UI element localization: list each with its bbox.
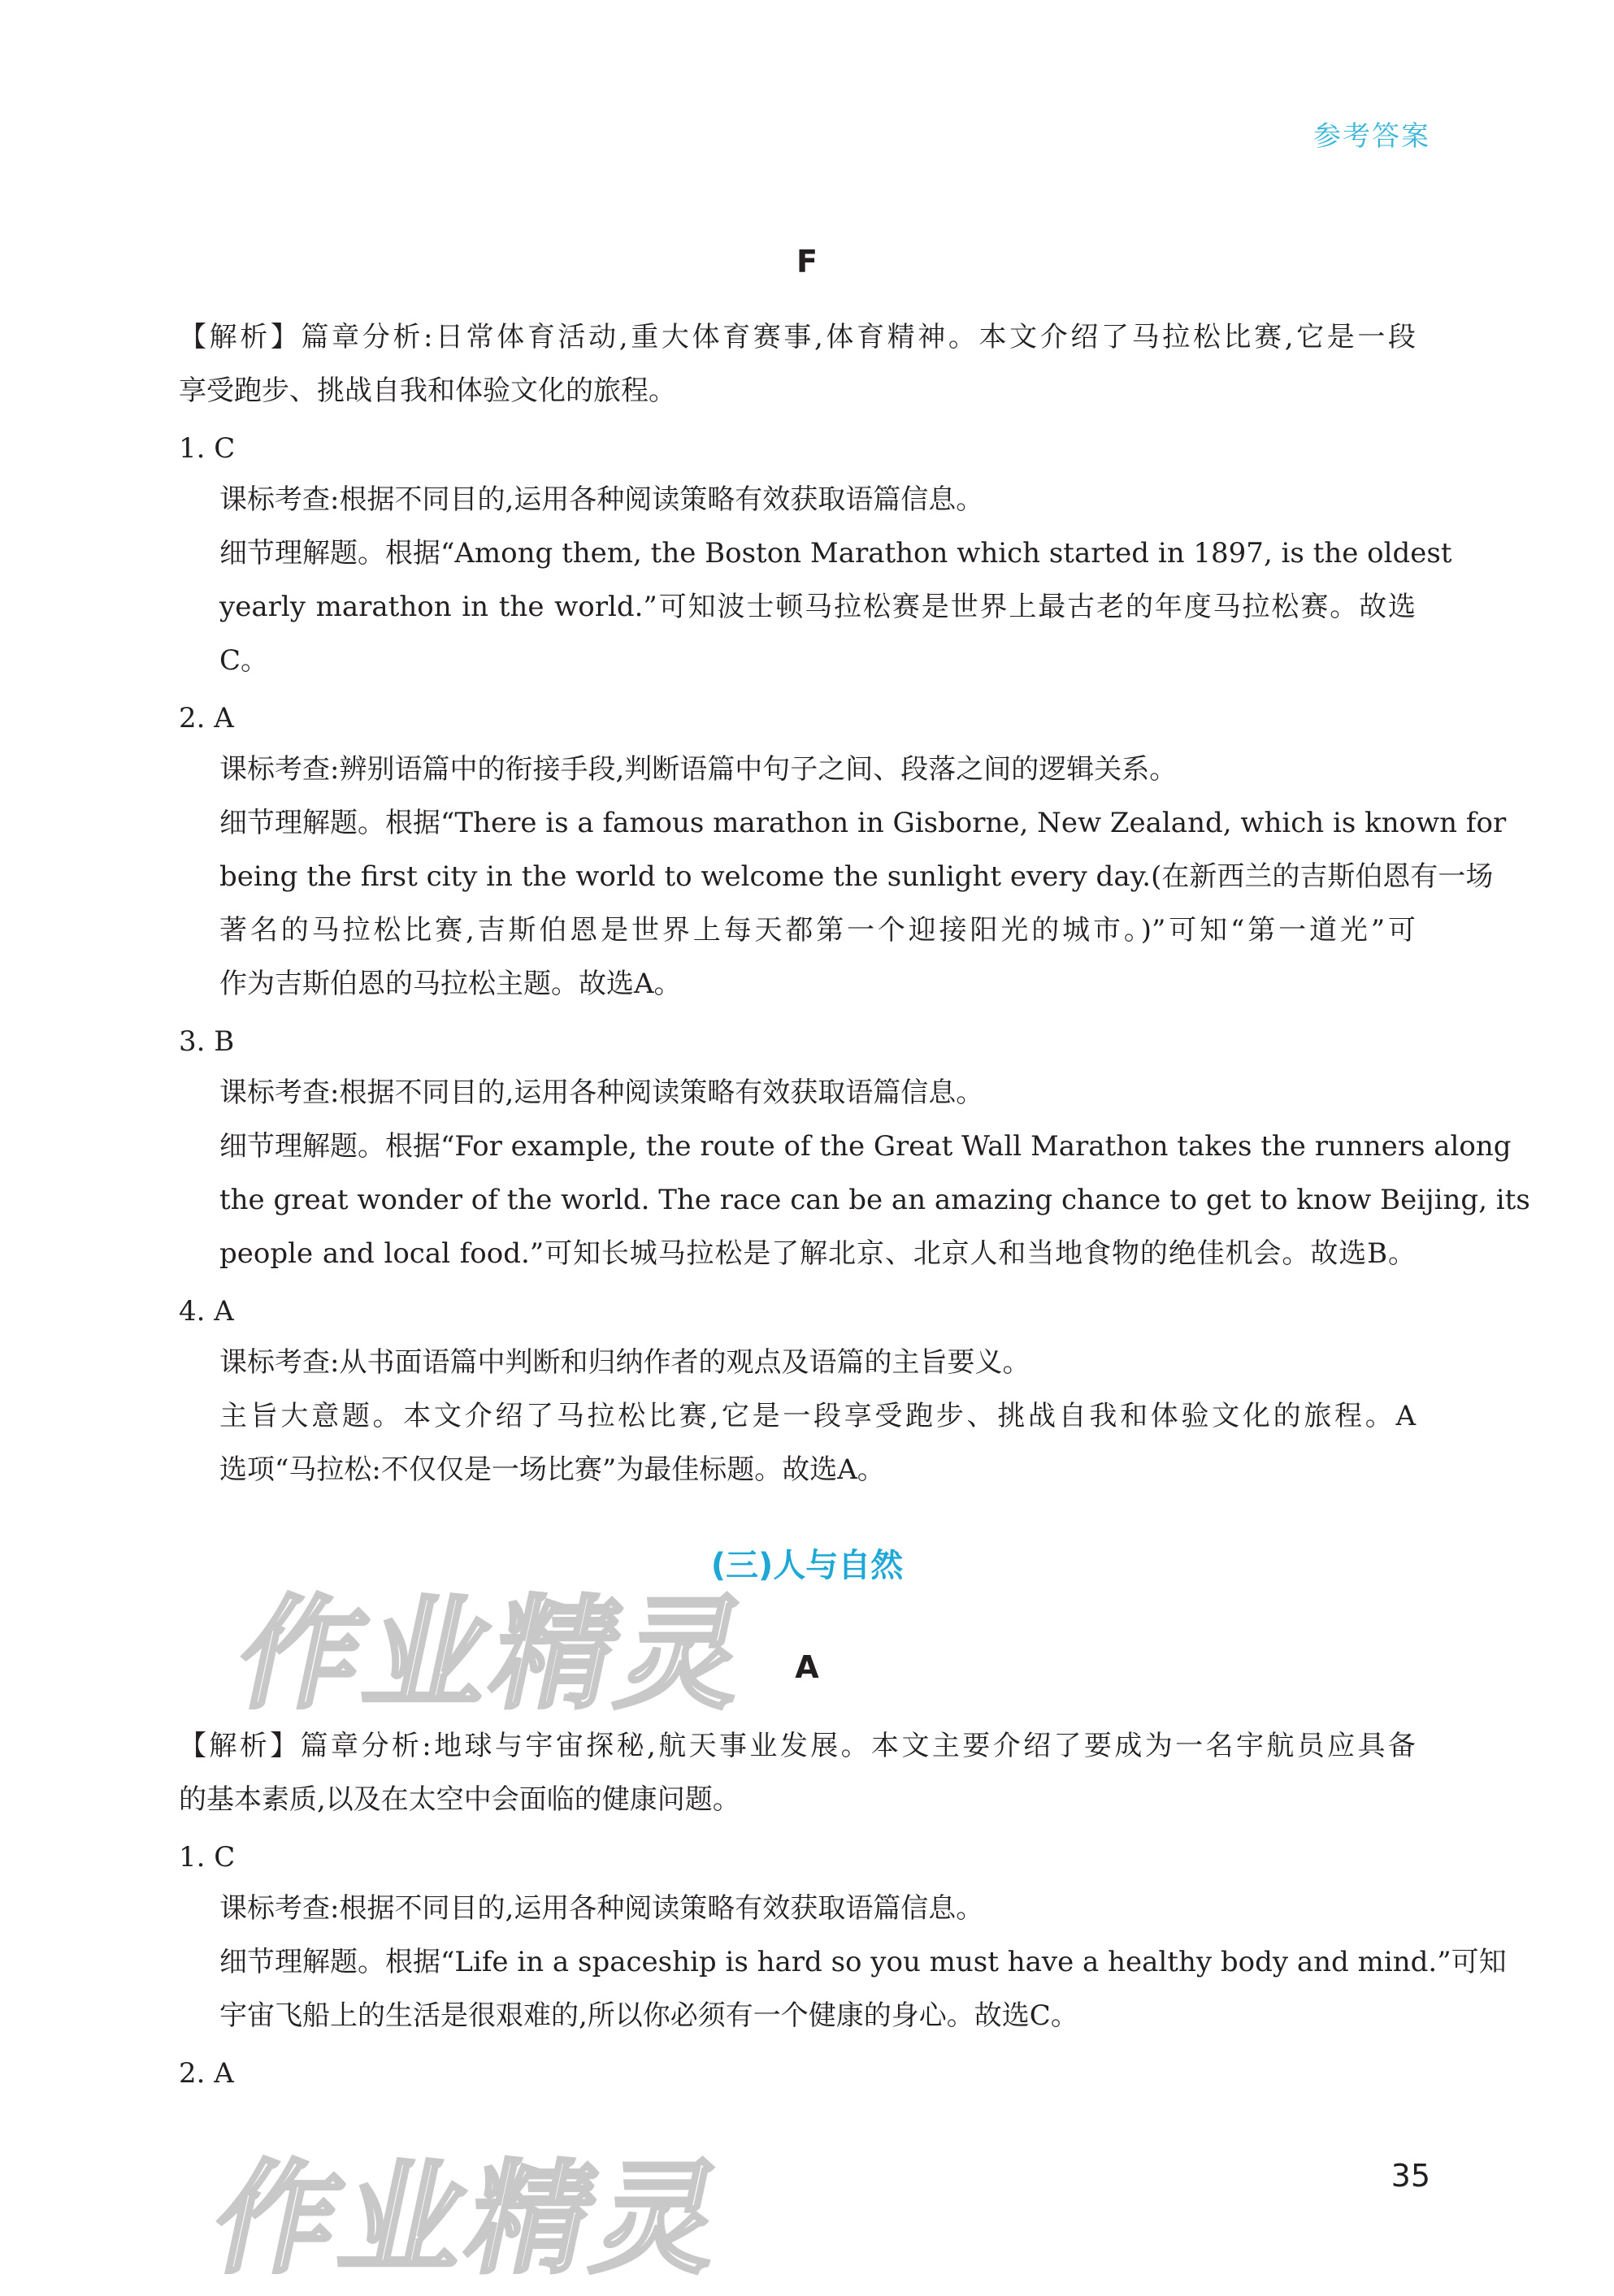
section-a-analysis-line-2: 的基本素质,以及在太空中会面临的健康问题。 bbox=[179, 1783, 740, 1816]
section-f-analysis-line-1: 【解析】篇章分析:日常体育活动,重大体育赛事,体育精神。本文介绍了马拉松比赛,它是一段 bbox=[179, 321, 1416, 353]
page-number: 35 bbox=[1391, 2158, 1430, 2194]
watermark-logo-1: 作业精灵 bbox=[226, 1584, 764, 1726]
section-f-q1-explain-2: yearly marathon in the world.”可知波士顿马拉松赛是世界上最古老的年度马拉松赛。故选 bbox=[219, 591, 1416, 623]
section-f-q1-standard: 课标考查:根据不同目的,运用各种阅读策略有效获取语篇信息。 bbox=[219, 483, 984, 516]
section-f-q3-explain-1: 细节理解题。根据“For example, the route of the Great Wall Marathon takes the runners along bbox=[219, 1130, 1512, 1163]
section-f-q4-explain-2: 选项“马拉松:不仅仅是一场比赛”为最佳标题。故选A。 bbox=[219, 1453, 885, 1486]
section-a-analysis-line-1: 【解析】篇章分析:地球与宇宙探秘,航天事业发展。本文主要介绍了要成为一名宇航员应具备 bbox=[179, 1730, 1416, 1762]
section-a-q1-explain-1: 细节理解题。根据“Life in a spaceship is hard so you must have a healthy body and mind.”可知 bbox=[219, 1946, 1507, 1978]
section-f-q3-explain-3: people and local food.”可知长城马拉松是了解北京、北京人和当地食物的绝佳机会。故选B。 bbox=[219, 1237, 1416, 1270]
section-f-q2-standard: 课标考查:辨别语篇中的衔接手段,判断语篇中句子之间、段落之间的逻辑关系。 bbox=[219, 753, 1178, 786]
section-f-q1-answer: 1. C bbox=[179, 432, 236, 465]
section-a-q1-standard: 课标考查:根据不同目的,运用各种阅读策略有效获取语篇信息。 bbox=[219, 1892, 984, 1925]
section-f-q2-explain-2: being the first city in the world to welcome the sunlight every day.(在新西兰的吉斯伯恩有一场 bbox=[219, 860, 1494, 893]
section-f-analysis-line-2: 享受跑步、挑战自我和体验文化的旅程。 bbox=[179, 375, 676, 407]
section-f-q2-explain-4: 作为吉斯伯恩的马拉松主题。故选A。 bbox=[219, 968, 682, 1000]
section-a-q1-explain-2: 宇宙飞船上的生活是很艰难的,所以你必须有一个健康的身心。故选C。 bbox=[219, 1999, 1078, 2032]
section-f-q2-explain-3: 著名的马拉松比赛,吉斯伯恩是世界上每天都第一个迎接阳光的城市。)”可知“第一道光”可 bbox=[219, 914, 1416, 947]
section-f-q3-standard: 课标考查:根据不同目的,运用各种阅读策略有效获取语篇信息。 bbox=[219, 1077, 984, 1109]
section-f-q1-explain-1: 细节理解题。根据“Among them, the Boston Marathon which started in 1897, is the oldest bbox=[219, 537, 1452, 570]
section-f-q4-answer: 4. A bbox=[179, 1295, 234, 1328]
section-f-q4-standard: 课标考查:从书面语篇中判断和归纳作者的观点及语篇的主旨要义。 bbox=[219, 1346, 1030, 1379]
part-heading: (三)人与自然 bbox=[710, 1547, 904, 1584]
page-header-title: 参考答案 bbox=[1313, 120, 1430, 153]
section-f-q3-answer: 3. B bbox=[179, 1025, 235, 1058]
section-a-q1-answer: 1. C bbox=[179, 1841, 236, 1874]
watermark-logo-2: 作业精灵 bbox=[202, 2149, 740, 2290]
section-f-q1-explain-3: C。 bbox=[219, 644, 269, 677]
section-a-heading: A bbox=[795, 1649, 819, 1685]
section-f-heading: F bbox=[796, 244, 818, 279]
section-f-q2-explain-1: 细节理解题。根据“There is a famous marathon in Gisborne, New Zealand, which is known for bbox=[219, 807, 1507, 839]
section-a-q2-answer: 2. A bbox=[179, 2057, 234, 2090]
section-f-q3-explain-2: the great wonder of the world. The race can be an amazing chance to get to know Beijing, its bbox=[219, 1184, 1530, 1216]
section-f-q4-explain-1: 主旨大意题。本文介绍了马拉松比赛,它是一段享受跑步、挑战自我和体验文化的旅程。A bbox=[219, 1400, 1416, 1432]
section-f-q2-answer: 2. A bbox=[179, 702, 234, 734]
